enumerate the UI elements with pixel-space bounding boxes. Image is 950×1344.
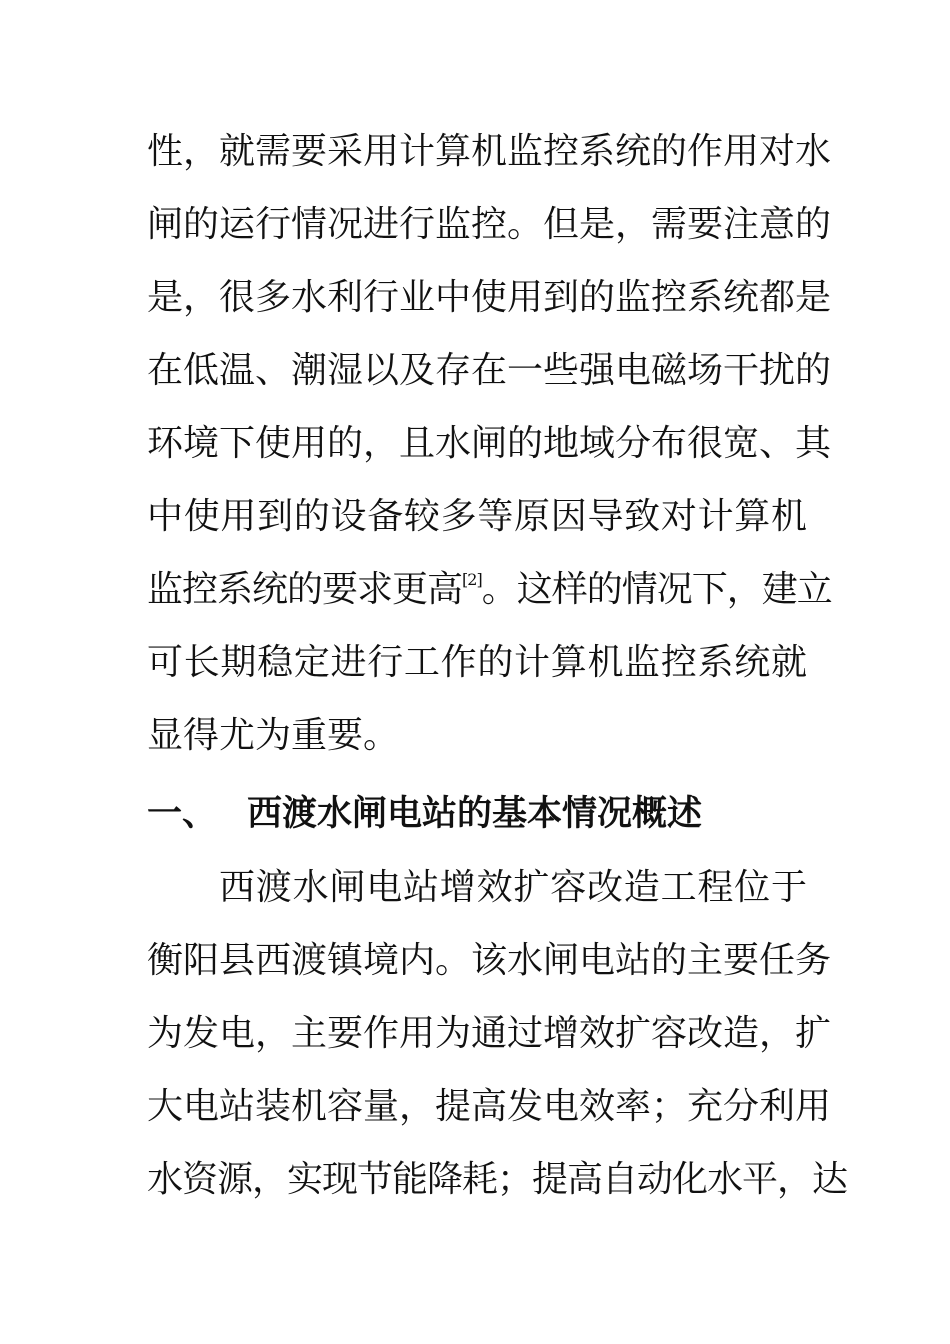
text-line: 大电站装机容量，提高发电效率；充分利用 [147,1086,832,1127]
text-line: 在低温、潮湿以及存在一些强电磁场干扰的 [147,350,832,391]
intro-paragraph [147,115,832,772]
text-line: 中使用到的设备较多等原因导致对计算机 [147,496,807,537]
text-line: 显得尤为重要。 [147,715,400,756]
section-heading [147,778,702,851]
text-line: 水资源，实现节能降耗；提高自动化水平，达 [147,1159,848,1200]
text-segment: 。这样的情况下，建立 [481,569,832,610]
text-line: 西渡水闸电站增效扩容改造工程位于 [219,867,807,908]
citation-marker: [2] [462,570,482,589]
text-line: 是，很多水利行业中使用到的监控系统都是 [147,277,832,318]
text-line-with-citation [147,553,832,626]
text-line: 闸的运行情况进行监控。但是，需要注意的 [147,204,832,245]
text-line: 衡阳县西渡镇境内。该水闸电站的主要任务 [147,940,832,981]
text-line: 可长期稳定进行工作的计算机监控系统就 [147,642,807,683]
section-number: 一、 [147,794,218,834]
text-segment: 监控系统的要求更高 [147,569,463,610]
station-overview-paragraph [147,851,848,1216]
text-line: 性，就需要采用计算机监控系统的作用对水 [147,131,832,172]
text-line: 为发电，主要作用为通过增效扩容改造，扩 [147,1013,832,1054]
text-line: 环境下使用的，且水闸的地域分布很宽、其 [147,423,832,464]
section-title: 西渡水闸电站的基本情况概述 [247,794,703,834]
